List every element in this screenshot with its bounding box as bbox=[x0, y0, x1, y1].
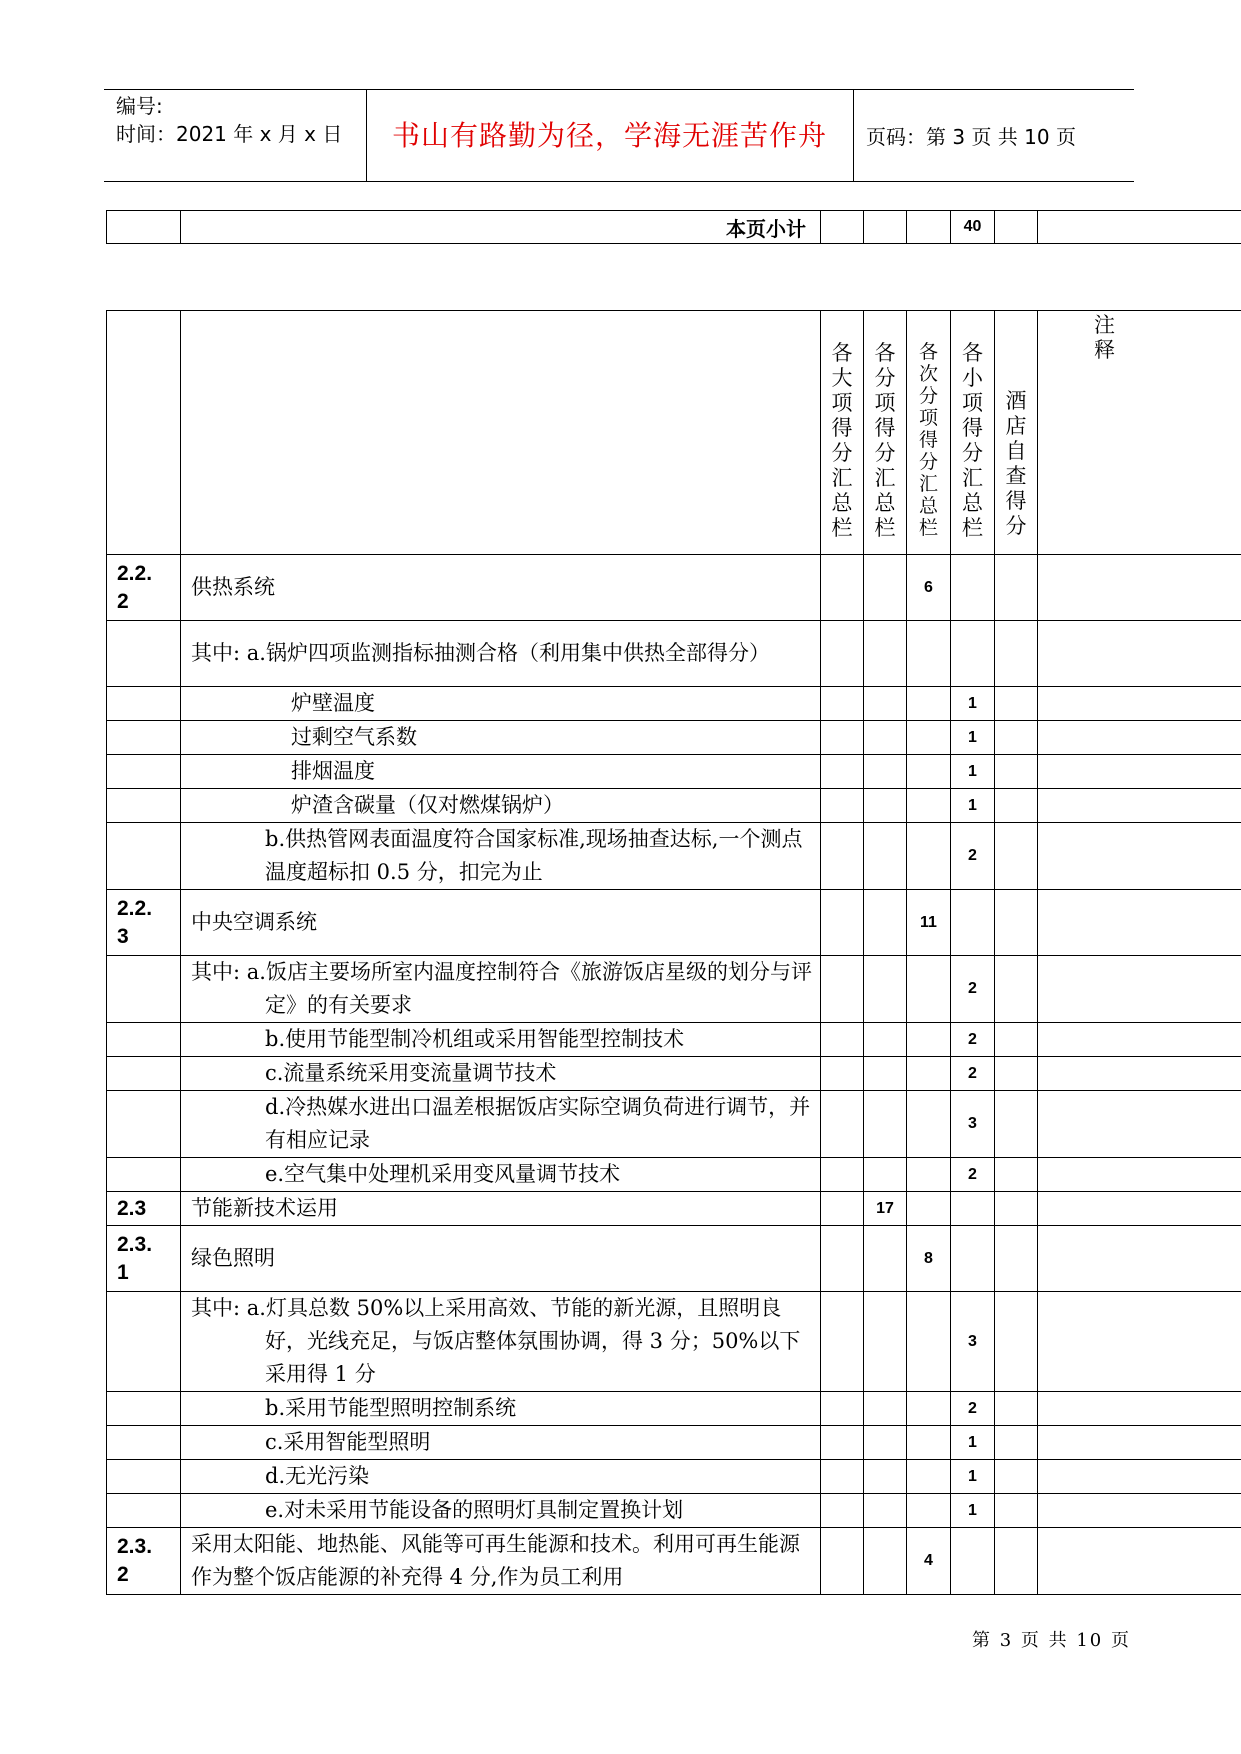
item-code bbox=[107, 621, 181, 687]
table-row bbox=[107, 823, 1241, 890]
minor-score: 1 bbox=[951, 721, 995, 755]
table-row bbox=[107, 1192, 1241, 1226]
major-score bbox=[821, 755, 864, 789]
note-cell bbox=[1038, 721, 1241, 755]
minor-score: 1 bbox=[951, 1426, 995, 1460]
minor-score bbox=[951, 1528, 995, 1595]
table-row bbox=[107, 1494, 1241, 1528]
table-row bbox=[107, 1460, 1241, 1494]
sub-score bbox=[864, 555, 907, 621]
item-description: 绿色照明 bbox=[181, 1226, 821, 1292]
self-check-score bbox=[995, 1226, 1038, 1292]
minor-score bbox=[951, 621, 995, 687]
note-cell bbox=[1038, 755, 1241, 789]
major-score bbox=[821, 789, 864, 823]
sub-score bbox=[864, 1023, 907, 1057]
item-description: e.对未采用节能设备的照明灯具制定置换计划 bbox=[181, 1494, 821, 1528]
item-description: 炉壁温度 bbox=[181, 687, 821, 721]
self-check-score bbox=[995, 1158, 1038, 1192]
subtotal-self-cell bbox=[995, 211, 1038, 244]
minor-score bbox=[951, 1226, 995, 1292]
table-header-row bbox=[107, 311, 1241, 555]
col-note-header: 注释 bbox=[1038, 311, 1241, 555]
secondary-score bbox=[907, 721, 951, 755]
item-code bbox=[107, 687, 181, 721]
note-cell bbox=[1038, 1091, 1241, 1158]
table-row bbox=[107, 1528, 1241, 1595]
subtotal-blank-cell bbox=[107, 211, 181, 244]
sub-score bbox=[864, 755, 907, 789]
item-description: b.使用节能型制冷机组或采用智能型控制技术 bbox=[181, 1023, 821, 1057]
secondary-score: 11 bbox=[907, 890, 951, 956]
table-row bbox=[107, 687, 1241, 721]
item-description: 其中: a.灯具总数 50%以上采用高效、节能的新光源，且照明良好，光线充足，与饭店整体氛围协调，得 3 分；50%以下采用得 1 分 bbox=[181, 1292, 821, 1392]
major-score bbox=[821, 1426, 864, 1460]
subtotal-table bbox=[106, 210, 1241, 244]
self-check-score bbox=[995, 823, 1038, 890]
major-score bbox=[821, 1023, 864, 1057]
sub-score bbox=[864, 1057, 907, 1091]
self-check-score bbox=[995, 621, 1038, 687]
secondary-score bbox=[907, 1091, 951, 1158]
minor-score bbox=[951, 555, 995, 621]
note-cell bbox=[1038, 555, 1241, 621]
table-row bbox=[107, 1426, 1241, 1460]
item-description: 采用太阳能、地热能、风能等可再生能源和技术。利用可再生能源作为整个饭店能源的补充得 4 分,作为员工利用 bbox=[181, 1528, 821, 1595]
major-score bbox=[821, 1392, 864, 1426]
item-code bbox=[107, 1292, 181, 1392]
item-code bbox=[107, 823, 181, 890]
sub-score: 17 bbox=[864, 1192, 907, 1226]
table-row bbox=[107, 621, 1241, 687]
self-check-score bbox=[995, 956, 1038, 1023]
minor-score: 2 bbox=[951, 1158, 995, 1192]
minor-score: 2 bbox=[951, 1392, 995, 1426]
minor-score: 1 bbox=[951, 1460, 995, 1494]
item-code bbox=[107, 1426, 181, 1460]
major-score bbox=[821, 1091, 864, 1158]
header-divider-right bbox=[853, 89, 854, 181]
self-check-score bbox=[995, 555, 1038, 621]
secondary-score: 6 bbox=[907, 555, 951, 621]
table-row bbox=[107, 1057, 1241, 1091]
table-row bbox=[107, 1292, 1241, 1392]
self-check-score bbox=[995, 1091, 1038, 1158]
item-description: 其中: a.饭店主要场所室内温度控制符合《旅游饭店星级的划分与评定》的有关要求 bbox=[181, 956, 821, 1023]
note-cell bbox=[1038, 1528, 1241, 1595]
item-code bbox=[107, 1057, 181, 1091]
self-check-score bbox=[995, 1192, 1038, 1226]
item-code: 2.2. 2 bbox=[107, 555, 181, 621]
self-check-score bbox=[995, 1392, 1038, 1426]
subtotal-row bbox=[107, 211, 1241, 244]
item-code bbox=[107, 1494, 181, 1528]
sub-score bbox=[864, 687, 907, 721]
col-secondary-header: 各次分项得分汇总栏 bbox=[907, 311, 951, 555]
item-code bbox=[107, 1392, 181, 1426]
major-score bbox=[821, 1460, 864, 1494]
secondary-score: 4 bbox=[907, 1528, 951, 1595]
major-score bbox=[821, 1528, 864, 1595]
major-score bbox=[821, 1158, 864, 1192]
note-cell bbox=[1038, 1057, 1241, 1091]
minor-score: 2 bbox=[951, 1023, 995, 1057]
header-top-rule bbox=[104, 89, 1134, 90]
table-row bbox=[107, 721, 1241, 755]
table-row bbox=[107, 956, 1241, 1023]
secondary-score bbox=[907, 1192, 951, 1226]
self-check-score bbox=[995, 687, 1038, 721]
major-score bbox=[821, 956, 864, 1023]
item-code bbox=[107, 755, 181, 789]
sub-score bbox=[864, 1158, 907, 1192]
item-code: 2.3 bbox=[107, 1192, 181, 1226]
subtotal-sub-cell bbox=[864, 211, 907, 244]
sub-score bbox=[864, 789, 907, 823]
sub-score bbox=[864, 823, 907, 890]
major-score bbox=[821, 555, 864, 621]
note-cell bbox=[1038, 1392, 1241, 1426]
item-code bbox=[107, 1158, 181, 1192]
self-check-score bbox=[995, 755, 1038, 789]
item-code bbox=[107, 1460, 181, 1494]
table-row bbox=[107, 1091, 1241, 1158]
secondary-score bbox=[907, 621, 951, 687]
subtotal-secondary-cell bbox=[907, 211, 951, 244]
minor-score: 2 bbox=[951, 1057, 995, 1091]
header-blank-code bbox=[107, 311, 181, 555]
subtotal-major-cell bbox=[821, 211, 864, 244]
secondary-score bbox=[907, 1426, 951, 1460]
item-code bbox=[107, 956, 181, 1023]
item-description: 其中: a.锅炉四项监测指标抽测合格（利用集中供热全部得分） bbox=[181, 621, 821, 687]
item-code bbox=[107, 1023, 181, 1057]
sub-score bbox=[864, 1091, 907, 1158]
header-page-info: 页码：第 3 页 共 10 页 bbox=[866, 125, 1076, 149]
item-description: d.冷热媒水进出口温差根据饭店实际空调负荷进行调节，并有相应记录 bbox=[181, 1091, 821, 1158]
table-row bbox=[107, 1158, 1241, 1192]
secondary-score bbox=[907, 687, 951, 721]
major-score bbox=[821, 721, 864, 755]
note-cell bbox=[1038, 1494, 1241, 1528]
item-description: 中央空调系统 bbox=[181, 890, 821, 956]
secondary-score bbox=[907, 1023, 951, 1057]
minor-score: 1 bbox=[951, 755, 995, 789]
table-row bbox=[107, 789, 1241, 823]
minor-score: 2 bbox=[951, 823, 995, 890]
table-row bbox=[107, 1392, 1241, 1426]
self-check-score bbox=[995, 1057, 1038, 1091]
minor-score: 3 bbox=[951, 1292, 995, 1392]
item-code bbox=[107, 789, 181, 823]
secondary-score bbox=[907, 1292, 951, 1392]
self-check-score bbox=[995, 1460, 1038, 1494]
secondary-score bbox=[907, 789, 951, 823]
sub-score bbox=[864, 956, 907, 1023]
item-description: d.无光污染 bbox=[181, 1460, 821, 1494]
major-score bbox=[821, 890, 864, 956]
note-cell bbox=[1038, 1460, 1241, 1494]
sub-score bbox=[864, 1528, 907, 1595]
scoring-table bbox=[106, 310, 1241, 1595]
sub-score bbox=[864, 1292, 907, 1392]
note-cell bbox=[1038, 687, 1241, 721]
self-check-score bbox=[995, 1494, 1038, 1528]
item-code: 2.3. 2 bbox=[107, 1528, 181, 1595]
col-minor-header: 各小项得分汇总栏 bbox=[951, 311, 995, 555]
sub-score bbox=[864, 1494, 907, 1528]
secondary-score bbox=[907, 1158, 951, 1192]
note-cell bbox=[1038, 1023, 1241, 1057]
major-score bbox=[821, 621, 864, 687]
item-description: 过剩空气系数 bbox=[181, 721, 821, 755]
col-major-header: 各大项得分汇总栏 bbox=[821, 311, 864, 555]
sub-score bbox=[864, 1226, 907, 1292]
table-body bbox=[107, 555, 1241, 1595]
subtotal-value: 40 bbox=[951, 211, 995, 244]
sub-score bbox=[864, 1460, 907, 1494]
secondary-score bbox=[907, 1057, 951, 1091]
major-score bbox=[821, 1057, 864, 1091]
sub-score bbox=[864, 721, 907, 755]
header-meta bbox=[116, 92, 342, 148]
note-cell bbox=[1038, 956, 1241, 1023]
col-self-check-header: 酒店自查得分 bbox=[995, 311, 1038, 555]
note-cell bbox=[1038, 1158, 1241, 1192]
self-check-score bbox=[995, 1528, 1038, 1595]
minor-score: 1 bbox=[951, 1494, 995, 1528]
minor-score bbox=[951, 1192, 995, 1226]
subtotal-note-cell bbox=[1038, 211, 1241, 244]
header-motto: 书山有路勤为径，学海无涯苦作舟 bbox=[391, 119, 827, 152]
major-score bbox=[821, 687, 864, 721]
secondary-score bbox=[907, 823, 951, 890]
item-code: 2.2. 3 bbox=[107, 890, 181, 956]
note-cell bbox=[1038, 1226, 1241, 1292]
note-cell bbox=[1038, 890, 1241, 956]
self-check-score bbox=[995, 1426, 1038, 1460]
sub-score bbox=[864, 1392, 907, 1426]
item-description: c.采用智能型照明 bbox=[181, 1426, 821, 1460]
table-row bbox=[107, 755, 1241, 789]
major-score bbox=[821, 1292, 864, 1392]
sub-score bbox=[864, 890, 907, 956]
item-description: 节能新技术运用 bbox=[181, 1192, 821, 1226]
self-check-score bbox=[995, 789, 1038, 823]
note-cell bbox=[1038, 1426, 1241, 1460]
note-cell bbox=[1038, 1292, 1241, 1392]
secondary-score bbox=[907, 1460, 951, 1494]
self-check-score bbox=[995, 1023, 1038, 1057]
table-row bbox=[107, 555, 1241, 621]
major-score bbox=[821, 1494, 864, 1528]
col-sub-header: 各分项得分汇总栏 bbox=[864, 311, 907, 555]
minor-score: 1 bbox=[951, 687, 995, 721]
doc-number-label: 编号: bbox=[116, 94, 163, 118]
header-bottom-rule bbox=[104, 181, 1134, 182]
page-footer: 第 3 页 共 10 页 bbox=[972, 1630, 1131, 1651]
major-score bbox=[821, 1226, 864, 1292]
table-row bbox=[107, 890, 1241, 956]
item-description: 排烟温度 bbox=[181, 755, 821, 789]
sub-score bbox=[864, 621, 907, 687]
note-cell bbox=[1038, 823, 1241, 890]
note-cell bbox=[1038, 1192, 1241, 1226]
major-score bbox=[821, 1192, 864, 1226]
self-check-score bbox=[995, 1292, 1038, 1392]
secondary-score: 8 bbox=[907, 1226, 951, 1292]
note-cell bbox=[1038, 621, 1241, 687]
header-blank-text bbox=[181, 311, 821, 555]
item-code bbox=[107, 1091, 181, 1158]
secondary-score bbox=[907, 755, 951, 789]
item-description: c.流量系统采用变流量调节技术 bbox=[181, 1057, 821, 1091]
minor-score bbox=[951, 890, 995, 956]
major-score bbox=[821, 823, 864, 890]
doc-time-label: 时间：2021 年 x 月 x 日 bbox=[116, 122, 343, 146]
minor-score: 3 bbox=[951, 1091, 995, 1158]
subtotal-label: 本页小计 bbox=[181, 211, 821, 244]
secondary-score bbox=[907, 1494, 951, 1528]
item-code bbox=[107, 721, 181, 755]
secondary-score bbox=[907, 1392, 951, 1426]
self-check-score bbox=[995, 721, 1038, 755]
self-check-score bbox=[995, 890, 1038, 956]
sub-score bbox=[864, 1426, 907, 1460]
item-description: b.采用节能型照明控制系统 bbox=[181, 1392, 821, 1426]
table-row bbox=[107, 1226, 1241, 1292]
table-row bbox=[107, 1023, 1241, 1057]
item-description: 供热系统 bbox=[181, 555, 821, 621]
item-description: b.供热管网表面温度符合国家标准,现场抽查达标,一个测点温度超标扣 0.5 分，扣完为止 bbox=[181, 823, 821, 890]
note-cell bbox=[1038, 789, 1241, 823]
minor-score: 1 bbox=[951, 789, 995, 823]
item-description: 炉渣含碳量（仅对燃煤锅炉） bbox=[181, 789, 821, 823]
secondary-score bbox=[907, 956, 951, 1023]
minor-score: 2 bbox=[951, 956, 995, 1023]
item-code: 2.3. 1 bbox=[107, 1226, 181, 1292]
item-description: e.空气集中处理机采用变风量调节技术 bbox=[181, 1158, 821, 1192]
